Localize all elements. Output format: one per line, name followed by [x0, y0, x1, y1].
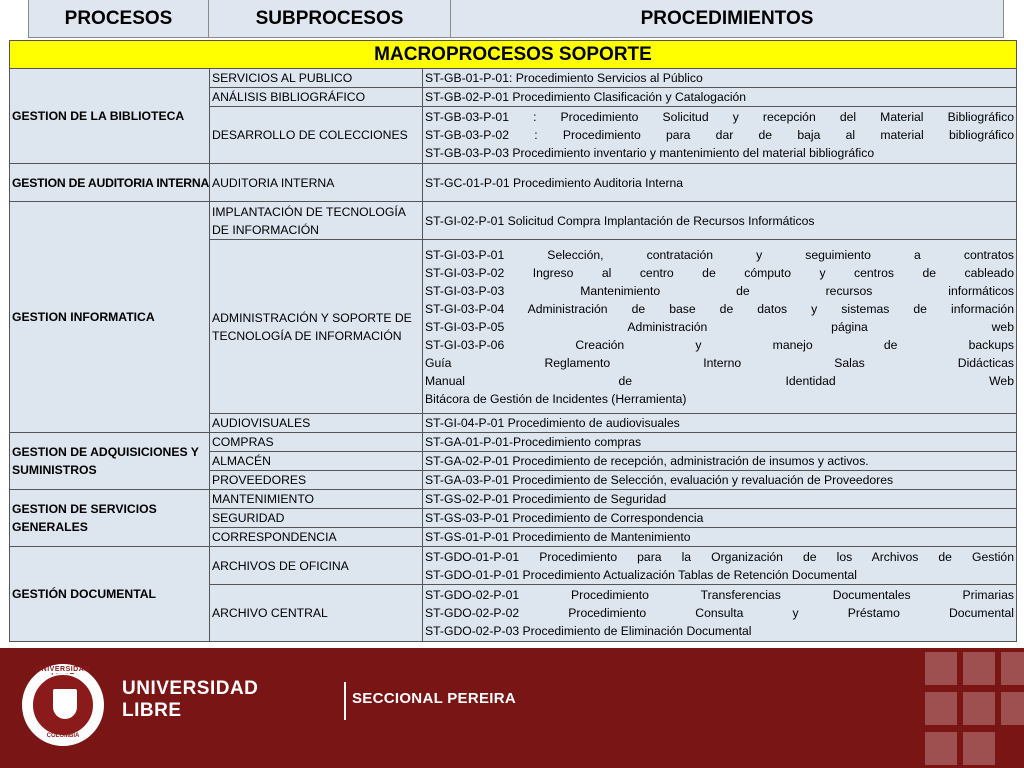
- decorative-tiles: [925, 652, 1024, 768]
- tile: [1001, 692, 1024, 725]
- subproceso-cell: SEGURIDAD: [210, 509, 423, 528]
- column-header-row: [28, 0, 1004, 38]
- seal-inner-ring: [31, 673, 95, 737]
- subproceso-cell: ANÁLISIS BIBLIOGRÁFICO: [210, 88, 423, 107]
- proceso-cell: GESTION INFORMATICA: [10, 202, 210, 433]
- tile: [963, 732, 995, 765]
- subproceso-cell: ADMINISTRACIÓN Y SOPORTE DE TECNOLOGÍA DE INFORMACIÓN: [210, 240, 423, 414]
- proceso-cell: GESTION DE AUDITORIA INTERNA: [10, 164, 210, 202]
- table-row: [10, 69, 1017, 88]
- proceso-cell: GESTION DE ADQUISICIONES Y SUMINISTROS: [10, 433, 210, 490]
- procedimiento-cell: [423, 585, 1017, 642]
- header-procedimientos: PROCEDIMIENTOS: [640, 7, 814, 29]
- subproceso-cell: IMPLANTACIÓN DE TECNOLOGÍA DE INFORMACIÓN: [210, 202, 423, 240]
- table-row: [10, 490, 1017, 509]
- subproceso-cell: AUDITORIA INTERNA: [210, 164, 423, 202]
- subproceso-cell: DESARROLLO DE COLECCIONES: [210, 107, 423, 164]
- seal-top-text: UNIVERSIDAD: [36, 666, 90, 673]
- procedimiento-cell: ST-GA-01-P-01-Procedimiento compras: [423, 433, 1017, 452]
- university-seal-logo: [22, 664, 104, 746]
- procedimiento-line: ST-GDO-01-P-01 Procedimiento Actualización Tablas de Retención Documental: [425, 567, 857, 582]
- subproceso-cell: ARCHIVO CENTRAL: [210, 585, 423, 642]
- subproceso-cell: ALMACÉN: [210, 452, 423, 471]
- subproceso-cell: COMPRAS: [210, 433, 423, 452]
- procedimiento-line: ST-GI-03-P-01 Selección, contratación y seguimiento a contratos: [425, 247, 1014, 262]
- procedimiento-cell: ST-GC-01-P-01 Procedimiento Auditoria Interna: [423, 164, 1017, 202]
- university-brand: [122, 678, 258, 722]
- subproceso-cell: MANTENIMIENTO: [210, 490, 423, 509]
- procedimiento-cell: [423, 107, 1017, 164]
- table-row: [10, 433, 1017, 452]
- procedimiento-cell: ST-GA-03-P-01 Procedimiento de Selección, evaluación y revaluación de Proveedores: [423, 471, 1017, 490]
- tile: [925, 652, 957, 685]
- procedimiento-line: ST-GB-03-P-03 Procedimiento inventario y mantenimiento del material bibliográfico: [425, 146, 875, 160]
- procedimiento-cell: [423, 240, 1017, 414]
- subproceso-cell: SERVICIOS AL PUBLICO: [210, 69, 423, 88]
- table-row: [10, 164, 1017, 202]
- procedimiento-cell: ST-GA-02-P-01 Procedimiento de recepción, administración de insumos y activos.: [423, 452, 1017, 471]
- tile: [963, 692, 995, 725]
- procedimiento-cell: ST-GB-02-P-01 Procedimiento Clasificación y Catalogación: [423, 88, 1017, 107]
- procedimiento-cell: ST-GS-03-P-01 Procedimiento de Correspondencia: [423, 509, 1017, 528]
- macroprocesos-table: [9, 40, 1017, 642]
- table-row: [10, 202, 1017, 240]
- procedimiento-cell: ST-GB-01-P-01: Procedimiento Servicios al Público: [423, 69, 1017, 88]
- procedimiento-line: ST-GI-03-P-06 Creación y manejo de backups: [425, 337, 1014, 352]
- procedimiento-line: Bitácora de Gestión de Incidentes (Herramienta): [425, 391, 687, 406]
- procedimiento-line: ST-GI-03-P-03 Mantenimiento de recursos informáticos: [425, 283, 1014, 298]
- procedimiento-cell: ST-GI-04-P-01 Procedimiento de audiovisuales: [423, 414, 1017, 433]
- proceso-cell: GESTIÓN DOCUMENTAL: [10, 547, 210, 642]
- proceso-cell: GESTION DE SERVICIOS GENERALES: [10, 490, 210, 547]
- procedimiento-cell: ST-GS-01-P-01 Procedimiento de Mantenimiento: [423, 528, 1017, 547]
- macroprocesos-banner: MACROPROCESOS SOPORTE: [10, 41, 1017, 69]
- proceso-cell: GESTION DE LA BIBLIOTECA: [10, 69, 210, 164]
- table-row: [10, 547, 1017, 585]
- subproceso-cell: AUDIOVISUALES: [210, 414, 423, 433]
- procedimiento-line: ST-GDO-01-P-01 Procedimiento para la Organización de los Archivos de Gestión: [425, 549, 1014, 564]
- procedimiento-line: ST-GDO-02-P-01 Procedimiento Transferencias Documentales Primarias: [425, 588, 1014, 602]
- tile: [963, 652, 995, 685]
- procedimiento-cell: [423, 547, 1017, 585]
- procedimiento-cell: ST-GI-02-P-01 Solicitud Compra Implantación de Recursos Informáticos: [423, 202, 1017, 240]
- procedimiento-line: ST-GI-03-P-04 Administración de base de datos y sistemas de información: [425, 301, 1014, 316]
- tile: [1001, 652, 1024, 685]
- procedimiento-line: ST-GB-03-P-02 : Procedimiento para dar de baja al material bibliográfico: [425, 128, 1014, 142]
- brand-line-1: UNIVERSIDAD: [122, 678, 259, 699]
- shield-icon: [53, 689, 77, 719]
- procedimiento-line: Manual de Identidad Web: [425, 373, 1014, 388]
- brand-line-2: LIBRE: [122, 700, 182, 721]
- procedimiento-line: ST-GI-03-P-05 Administración página web: [425, 319, 1014, 334]
- seal-bottom-text: COLOMBIA: [46, 733, 80, 739]
- procedimiento-line: Guía Reglamento Interno Salas Didácticas: [425, 355, 1014, 370]
- subproceso-cell: ARCHIVOS DE OFICINA: [210, 547, 423, 585]
- subproceso-cell: CORRESPONDENCIA: [210, 528, 423, 547]
- procedimiento-line: ST-GB-03-P-01 : Procedimiento Solicitud y recepción del Material Bibliográfico: [425, 110, 1014, 124]
- seccional-label: SECCIONAL PEREIRA: [352, 690, 517, 707]
- header-procesos: PROCESOS: [29, 0, 209, 37]
- procedimiento-line: ST-GDO-02-P-02 Procedimiento Consulta y Préstamo Documental: [425, 606, 1014, 620]
- footer-divider: [344, 682, 346, 720]
- header-subprocesos: SUBPROCESOS: [209, 0, 451, 37]
- procedimiento-line: ST-GI-03-P-02 Ingreso al centro de cómputo y centros de cableado: [425, 265, 1014, 280]
- procedimiento-line: ST-GDO-02-P-03 Procedimiento de Eliminación Documental: [425, 624, 752, 638]
- procedimiento-cell: ST-GS-02-P-01 Procedimiento de Seguridad: [423, 490, 1017, 509]
- footer-band: [0, 648, 1024, 768]
- tile: [925, 692, 957, 725]
- subproceso-cell: PROVEEDORES: [210, 471, 423, 490]
- tile: [925, 732, 957, 765]
